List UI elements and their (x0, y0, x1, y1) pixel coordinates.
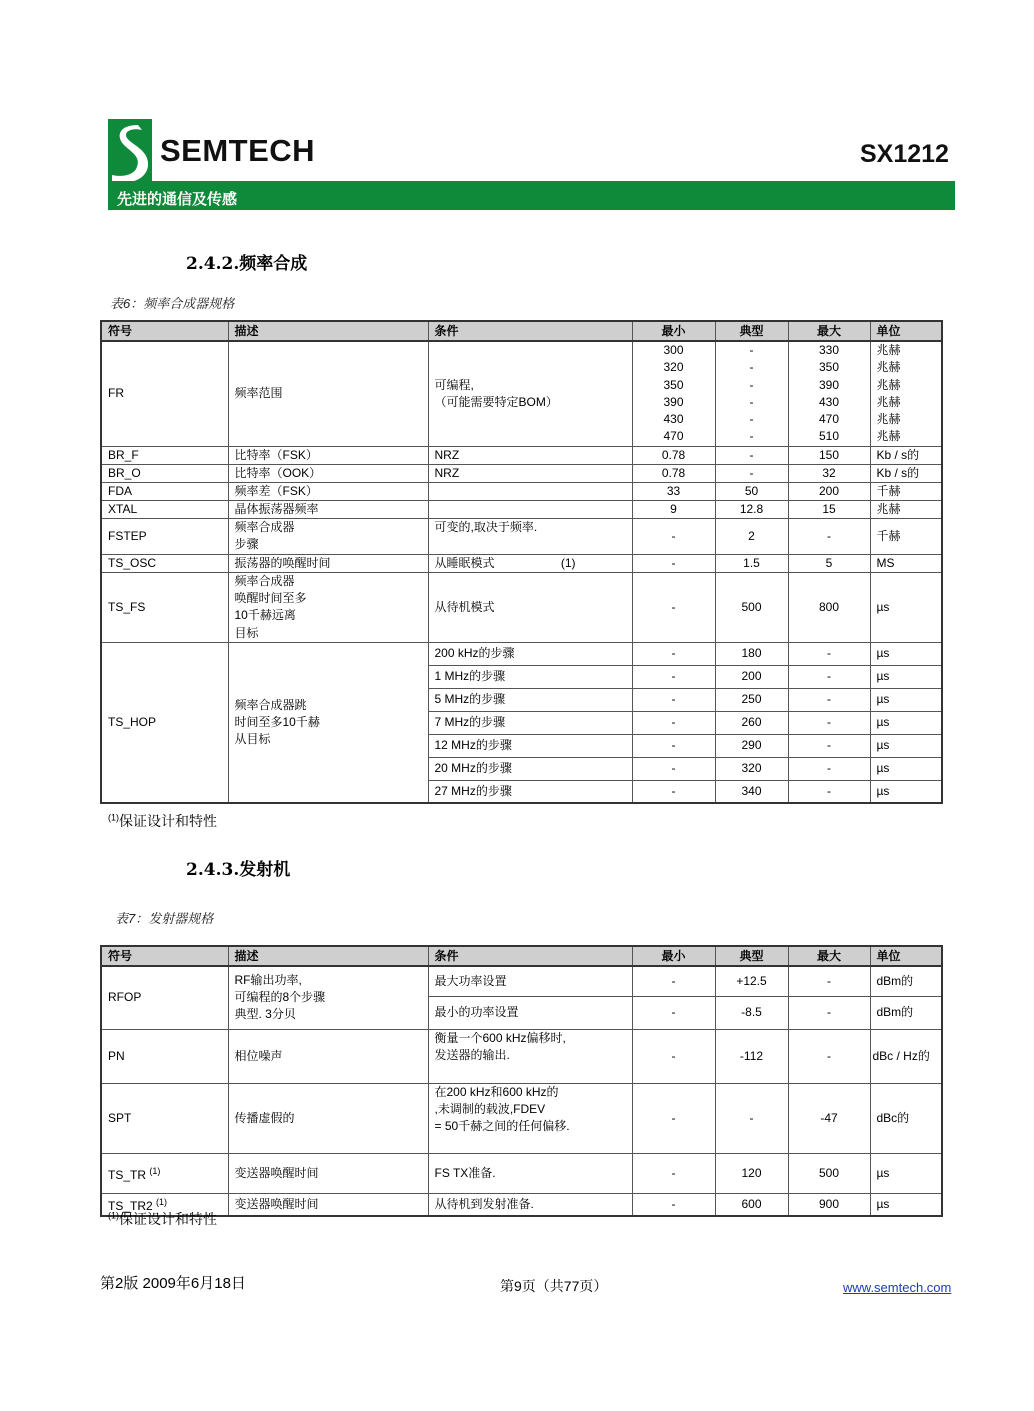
unit-cell: dBm的 (870, 966, 942, 996)
section-heading-synthesizer: 2.4.2.频率合成 (186, 254, 308, 274)
typ-cell: 200 (715, 665, 788, 688)
symbol-cell: SPT (101, 1083, 228, 1153)
unit-cell: dBc的 (870, 1083, 942, 1153)
typ-cell: -8.5 (715, 996, 788, 1029)
unit-cell: µs (870, 642, 942, 665)
min-cell: 0.78 (632, 446, 715, 464)
min-cell: - (632, 518, 715, 554)
typ-cell: -112 (715, 1029, 788, 1083)
symbol-cell: TS_FS (101, 572, 228, 642)
typ-cell: 1.5 (715, 554, 788, 572)
version-date: 第2版 2009年6月18日 (100, 1275, 246, 1292)
max-cell: 5 (788, 554, 870, 572)
max-cell: - (788, 642, 870, 665)
desc-cell: 比特率（FSK） (228, 446, 428, 464)
desc-cell: 传播虚假的 (228, 1083, 428, 1153)
typ-cell: 290 (715, 734, 788, 757)
max-cell: - (788, 757, 870, 780)
min-cell: - (632, 1153, 715, 1193)
synthesizer-spec-table (100, 320, 943, 804)
desc-cell: 相位噪声 (228, 1029, 428, 1083)
min-cell: - (632, 688, 715, 711)
min-cell: - (632, 1193, 715, 1216)
semtech-logo-icon (108, 119, 152, 182)
symbol-cell: FDA (101, 482, 228, 500)
min-cell: - (632, 711, 715, 734)
cond-cell (428, 500, 632, 518)
symbol-cell: FR (101, 341, 228, 446)
min-cell: - (632, 966, 715, 996)
unit-cell: Kb / s的 (870, 446, 942, 464)
col-header: 描述 (228, 946, 428, 966)
cond-cell: 最大功率设置 (428, 966, 632, 996)
unit-cell: dBc / Hz的 (870, 1029, 942, 1083)
max-cell: 500 (788, 1153, 870, 1193)
unit-cell: Kb / s的 (870, 464, 942, 482)
symbol-cell: TS_TR2 $^{(1)}$ (101, 1193, 228, 1216)
col-header: 条件 (428, 321, 632, 341)
cond-cell: 从睡眠模式 (1) (428, 554, 632, 572)
col-header: 条件 (428, 946, 632, 966)
desc-cell: 晶体振荡器频率 (228, 500, 428, 518)
table-row (101, 1029, 942, 1083)
min-cell: - (632, 757, 715, 780)
table-row (101, 966, 942, 996)
typ-cell: +12.5 (715, 966, 788, 996)
min-cell: - (632, 572, 715, 642)
typ-cell: - (715, 1083, 788, 1153)
table-footnote: $^{(1)}$保证设计和特性 (108, 1210, 217, 1227)
table-header-row (101, 946, 942, 966)
cond-cell: 从待机模式 (428, 572, 632, 642)
table-row (101, 341, 942, 446)
min-cell: - (632, 996, 715, 1029)
transmitter-spec-table (100, 945, 943, 1217)
symbol-cell: BR_F (101, 446, 228, 464)
typ-cell: 340 (715, 780, 788, 803)
max-cell: - (788, 665, 870, 688)
cond-cell: 7 MHz的步骤 (428, 711, 632, 734)
unit-cell: 千赫 (870, 482, 942, 500)
max-cell: 32 (788, 464, 870, 482)
table-row (101, 1193, 942, 1216)
min-cell: - (632, 1083, 715, 1153)
desc-cell: RF输出功率, 可编程的8个步骤 典型. 3分贝 (228, 966, 428, 1029)
desc-cell: 振荡器的唤醒时间 (228, 554, 428, 572)
min-cell: 33 (632, 482, 715, 500)
min-cell: 0.78 (632, 464, 715, 482)
unit-cell: µs (870, 665, 942, 688)
desc-cell: 变送器唤醒时间 (228, 1153, 428, 1193)
col-header: 描述 (228, 321, 428, 341)
min-cell: 9 (632, 500, 715, 518)
table-row (101, 500, 942, 518)
col-header: 最小 (632, 946, 715, 966)
max-cell: 15 (788, 500, 870, 518)
min-cell: - (632, 734, 715, 757)
desc-cell: 频率合成器 步骤 (228, 518, 428, 554)
table-footnote: $^{(1)}$保证设计和特性 (108, 812, 217, 829)
max-cell: 800 (788, 572, 870, 642)
footnote-ref: (1) (560, 555, 576, 570)
min-cell: - (632, 554, 715, 572)
col-header: 符号 (101, 321, 228, 341)
cond-cell: 在200 kHz和600 kHz的 ,未调制的载波,FDEV = 50千赫之间的任何偏移. (428, 1083, 632, 1153)
typ-cell: 12.8 (715, 500, 788, 518)
symbol-cell: TS_OSC (101, 554, 228, 572)
max-cell: - (788, 780, 870, 803)
cond-cell: 从待机到发射准备. (428, 1193, 632, 1216)
symbol-cell: PN (101, 1029, 228, 1083)
cond-cell: 1 MHz的步骤 (428, 665, 632, 688)
table-row (101, 482, 942, 500)
cond-cell: 12 MHz的步骤 (428, 734, 632, 757)
unit-cell: µs (870, 711, 942, 734)
max-cell: - (788, 996, 870, 1029)
symbol-cell: BR_O (101, 464, 228, 482)
cond-cell: 可变的,取决于频率. (428, 518, 632, 554)
typ-cell: 500 (715, 572, 788, 642)
min-cell: 300 320 350 390 430 470 (632, 341, 715, 446)
table-row (101, 518, 942, 554)
max-cell: 330 350 390 430 470 510 (788, 341, 870, 446)
table-caption-transmitter: 表7：发射器规格 (115, 911, 214, 926)
table-row (101, 446, 942, 464)
col-header: 符号 (101, 946, 228, 966)
typ-cell: 120 (715, 1153, 788, 1193)
page-number: 第9页（共77页） (500, 1278, 608, 1294)
symbol-cell: TS_TR $^{(1)}$ (101, 1153, 228, 1193)
col-header: 典型 (715, 321, 788, 341)
cond-cell: 衡量一个600 kHz偏移时, 发送器的输出. (428, 1029, 632, 1083)
cond-cell: 可编程, （可能需要特定BOM） (428, 341, 632, 446)
unit-cell: µs (870, 572, 942, 642)
typ-cell: 250 (715, 688, 788, 711)
col-header: 最小 (632, 321, 715, 341)
cond-cell: 最小的功率设置 (428, 996, 632, 1029)
cond-cell: 27 MHz的步骤 (428, 780, 632, 803)
typ-cell: 260 (715, 711, 788, 734)
symbol-cell: XTAL (101, 500, 228, 518)
unit-cell: 千赫 (870, 518, 942, 554)
desc-cell: 变送器唤醒时间 (228, 1193, 428, 1216)
max-cell: -47 (788, 1083, 870, 1153)
min-cell: - (632, 1029, 715, 1083)
cond-cell (428, 482, 632, 500)
product-name: SX1212 (860, 140, 949, 168)
max-cell: 200 (788, 482, 870, 500)
cond-cell: 5 MHz的步骤 (428, 688, 632, 711)
cond-cell: NRZ (428, 446, 632, 464)
symbol-cell: RFOP (101, 966, 228, 1029)
typ-cell: 320 (715, 757, 788, 780)
unit-cell: 兆赫 兆赫 兆赫 兆赫 兆赫 兆赫 (870, 341, 942, 446)
symbol-cell: TS_HOP (101, 642, 228, 803)
typ-cell: - (715, 464, 788, 482)
table-row (101, 642, 942, 665)
typ-cell: 600 (715, 1193, 788, 1216)
table-row (101, 554, 942, 572)
desc-cell: 频率范围 (228, 341, 428, 446)
typ-cell: - - - - - - (715, 341, 788, 446)
cond-cell: 20 MHz的步骤 (428, 757, 632, 780)
table-row (101, 572, 942, 642)
typ-cell: 2 (715, 518, 788, 554)
max-cell: - (788, 966, 870, 996)
section-heading-transmitter: 2.4.3.发射机 (186, 860, 291, 880)
cond-cell: FS TX准备. (428, 1153, 632, 1193)
unit-cell: µs (870, 734, 942, 757)
unit-cell: 兆赫 (870, 500, 942, 518)
table-header-row (101, 321, 942, 341)
desc-cell: 比特率（OOK） (228, 464, 428, 482)
website-link[interactable]: www.semtech.com (843, 1280, 952, 1295)
table-caption-synthesizer: 表6：频率合成器规格 (110, 296, 235, 311)
min-cell: - (632, 780, 715, 803)
brand-name: SEMTECH (160, 133, 316, 168)
symbol-cell: FSTEP (101, 518, 228, 554)
tagline: 先进的通信及传感 (117, 190, 238, 208)
table-row (101, 1083, 942, 1153)
desc-cell: 频率合成器跳 时间至多10千赫 从目标 (228, 642, 428, 803)
unit-cell: MS (870, 554, 942, 572)
cond-cell: NRZ (428, 464, 632, 482)
unit-cell: µs (870, 688, 942, 711)
typ-cell: - (715, 446, 788, 464)
col-header: 最大 (788, 946, 870, 966)
table-row (101, 464, 942, 482)
max-cell: - (788, 518, 870, 554)
max-cell: - (788, 1029, 870, 1083)
max-cell: 900 (788, 1193, 870, 1216)
typ-cell: 50 (715, 482, 788, 500)
unit-cell: µs (870, 1193, 942, 1216)
unit-cell: µs (870, 757, 942, 780)
col-header: 最大 (788, 321, 870, 341)
cond-cell: 200 kHz的步骤 (428, 642, 632, 665)
table-row (101, 1153, 942, 1193)
unit-cell: µs (870, 1153, 942, 1193)
max-cell: - (788, 688, 870, 711)
min-cell: - (632, 642, 715, 665)
col-header: 单位 (870, 321, 942, 341)
typ-cell: 180 (715, 642, 788, 665)
col-header: 单位 (870, 946, 942, 966)
desc-cell: 频率合成器 唤醒时间至多 10千赫远离 目标 (228, 572, 428, 642)
max-cell: - (788, 711, 870, 734)
min-cell: - (632, 665, 715, 688)
unit-cell: dBm的 (870, 996, 942, 1029)
max-cell: 150 (788, 446, 870, 464)
desc-cell: 频率差（FSK） (228, 482, 428, 500)
col-header: 典型 (715, 946, 788, 966)
unit-cell: µs (870, 780, 942, 803)
max-cell: - (788, 734, 870, 757)
